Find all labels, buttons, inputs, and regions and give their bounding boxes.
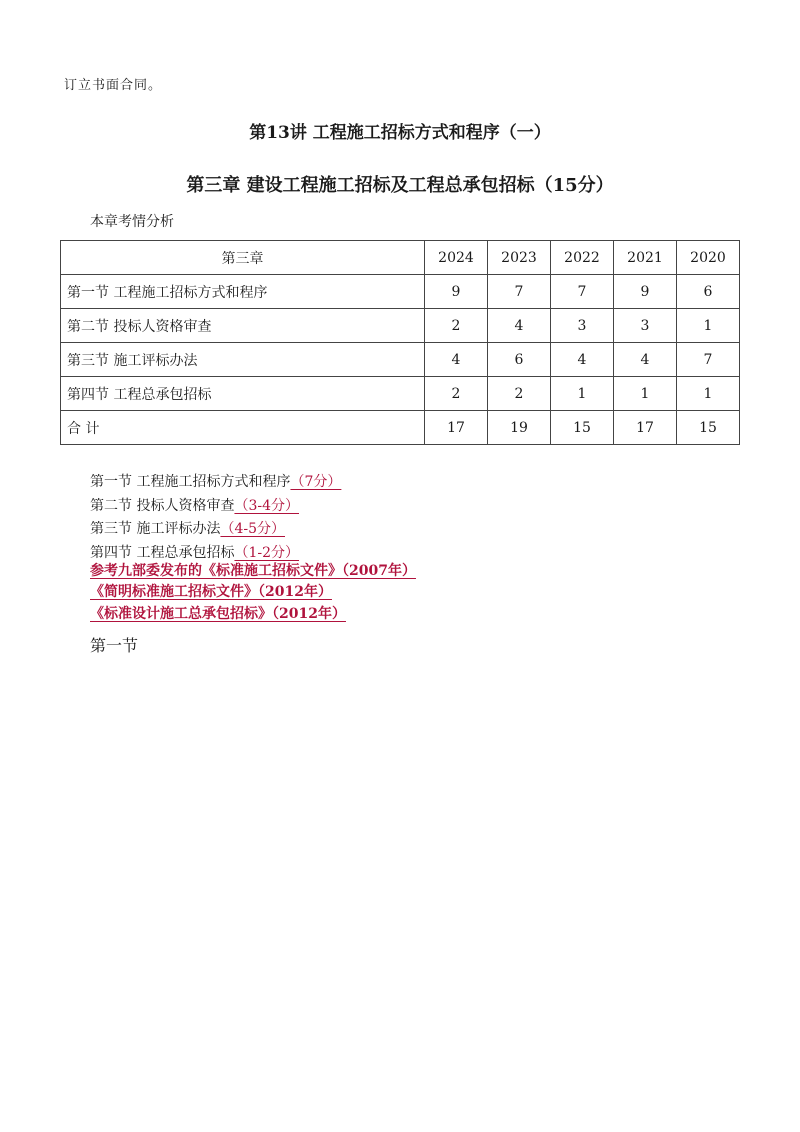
row-value: 4 <box>488 309 551 343</box>
row-value: 6 <box>677 275 740 309</box>
section-title: 第四节 工程总承包招标 <box>90 544 235 561</box>
section-points: （1-2分） <box>234 544 299 561</box>
reference-item: 《简明标准施工招标文件》（2012年） <box>90 584 332 601</box>
row-value: 1 <box>677 377 740 411</box>
section-points: （4-5分） <box>220 521 285 538</box>
reference-list <box>90 561 416 625</box>
section-list <box>90 471 341 565</box>
table-row <box>61 377 740 411</box>
top-line-text: 订立书面合同。 <box>64 78 163 93</box>
section-title: 第二节 投标人资格审查 <box>90 497 235 514</box>
exam-stats-table <box>60 240 740 445</box>
row-name: 第三节 施工评标办法 <box>61 343 425 377</box>
row-value: 1 <box>614 377 677 411</box>
table-row <box>61 343 740 377</box>
row-value: 17 <box>425 411 488 445</box>
row-value: 15 <box>551 411 614 445</box>
lecture-title: 第13讲 工程施工招标方式和程序（一） <box>249 123 551 143</box>
row-name: 第二节 投标人资格审查 <box>61 309 425 343</box>
section-item <box>90 518 341 542</box>
section-heading: 第一节 <box>90 636 139 655</box>
row-value: 2 <box>425 309 488 343</box>
table-row <box>61 275 740 309</box>
section-points: （7分） <box>290 474 342 490</box>
row-value: 1 <box>551 377 614 411</box>
row-value: 15 <box>677 411 740 445</box>
table-header-row <box>61 241 740 275</box>
row-value: 3 <box>551 309 614 343</box>
row-value: 6 <box>488 343 551 377</box>
row-value: 4 <box>551 343 614 377</box>
table-total-row <box>61 411 740 445</box>
section-points: （3-4分） <box>234 497 299 514</box>
row-name: 第四节 工程总承包招标 <box>61 377 425 411</box>
section-title: 第一节 工程施工招标方式和程序 <box>90 474 291 490</box>
row-value: 7 <box>677 343 740 377</box>
row-value: 9 <box>425 275 488 309</box>
row-value: 7 <box>488 275 551 309</box>
row-name: 合 计 <box>61 411 425 445</box>
chapter-title: 第三章 建设工程施工招标及工程总承包招标（15分） <box>186 175 614 196</box>
row-value: 2 <box>488 377 551 411</box>
table-row <box>61 309 740 343</box>
row-value: 7 <box>551 275 614 309</box>
table-header-year: 2021 <box>614 241 677 275</box>
table-header-year: 2022 <box>551 241 614 275</box>
row-value: 4 <box>425 343 488 377</box>
row-value: 4 <box>614 343 677 377</box>
table-header-year: 2023 <box>488 241 551 275</box>
section-item <box>90 471 341 495</box>
row-value: 9 <box>614 275 677 309</box>
row-value: 17 <box>614 411 677 445</box>
row-value: 3 <box>614 309 677 343</box>
table-header-chapter: 第三章 <box>61 241 425 275</box>
section-title: 第三节 施工评标办法 <box>90 521 221 538</box>
row-value: 2 <box>425 377 488 411</box>
reference-item: 《标准设计施工总承包招标》（2012年） <box>90 605 346 622</box>
row-value: 19 <box>488 411 551 445</box>
table-header-year: 2024 <box>425 241 488 275</box>
row-name: 第一节 工程施工招标方式和程序 <box>61 275 425 309</box>
table-header-year: 2020 <box>677 241 740 275</box>
reference-item: 参考九部委发布的《标准施工招标文件》（2007年） <box>90 563 416 579</box>
section-item <box>90 495 341 519</box>
row-value: 1 <box>677 309 740 343</box>
analysis-label: 本章考情分析 <box>90 214 174 230</box>
